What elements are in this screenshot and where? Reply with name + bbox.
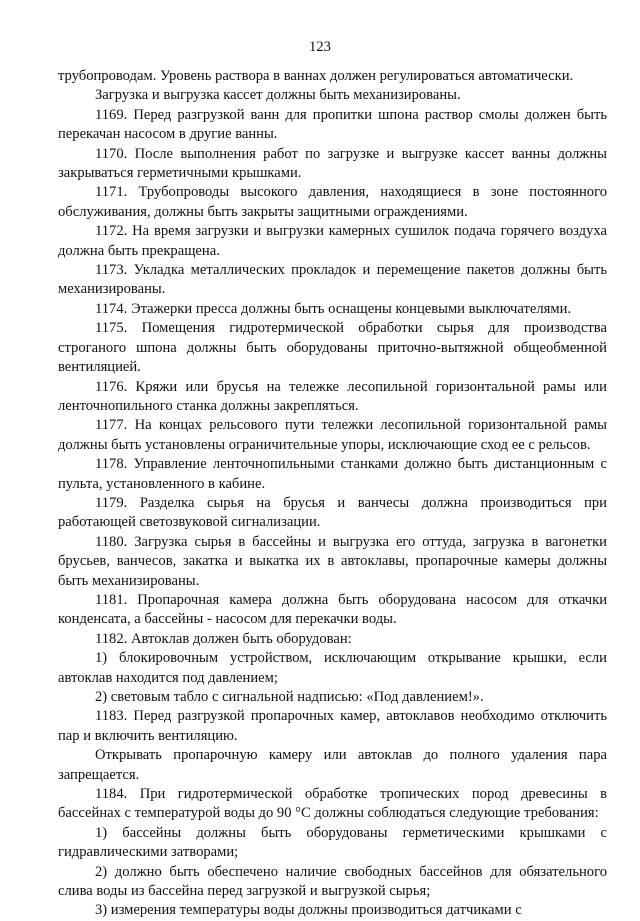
paragraph-1170: 1170. После выполнения работ по загрузке и выгрузке кассет ванны должны закрываться герметичными крышками. [58, 145, 607, 182]
paragraph-1178: 1178. Управление ленточнопильными станками должно быть дистанционным с пульта, установленного в кабине. [58, 456, 607, 492]
list-item-1182-2: 2) световым табло с сигнальной надписью: «Под давлением!». [95, 689, 484, 705]
paragraph-1183: 1183. Перед разгрузкой пропарочных камер, автоклавов необходимо отключить пар и включить вентиляцию. [58, 708, 607, 744]
paragraph-1172: 1172. На время загрузки и выгрузки камерных сушилок подача горячего воздуха должна быть прекращена. [58, 223, 607, 259]
paragraph-1169: 1169. Перед разгрузкой ванн для пропитки шпона раствор смолы должен быть перекачан насосом в другие ванны. [58, 106, 607, 143]
paragraph-1181: 1181. Пропарочная камера должна быть оборудована насосом для откачки конденсата, а бассейны - насосом для перекачки воды. [58, 591, 607, 628]
paragraph-1179: 1179. Разделка сырья на брусья и ванчесы должна производиться при работающей светозвуковой сигнализации. [58, 494, 607, 531]
paragraph-continuation: трубопроводам. Уровень раствора в ваннах должен регулироваться автоматически. [58, 68, 574, 84]
paragraph-1182: 1182. Автоклав должен быть оборудован: [95, 630, 352, 647]
paragraph-1175: 1175. Помещения гидротермической обработки сырья для производства строганого шпона должны быть оборудованы приточно-вытяжной общеобменной вентиляцией. [58, 320, 607, 376]
paragraph-1171: 1171. Трубопроводы высокого давления, находящиеся в зоне постоянного обслуживания, должны быть закрыты защитными ограждениями. [58, 184, 607, 220]
paragraph-1173: 1173. Укладка металлических прокладок и перемещение пакетов должны быть механизированы. [58, 262, 607, 298]
paragraph-cassettes-loading: Загрузка и выгрузка кассет должны быть механизированы. [95, 87, 461, 104]
paragraph-1176: 1176. Кряжи или брусья на тележке лесопильной горизонтальной рамы или ленточнопильного станка должны закрепляться. [58, 378, 607, 414]
list-item-1184-3: 3) измерения температуры воды должны производиться датчиками с [95, 902, 522, 919]
document-body [58, 67, 607, 921]
paragraph-1177: 1177. На концах рельсового пути тележки лесопильной горизонтальной рамы должны быть установлены ограничительные упоры, исключающие сход ее с рельсов. [58, 417, 607, 453]
paragraph-1180: 1180. Загрузка сырья в бассейны и выгрузка его оттуда, загрузка в вагонетки брусьев, ванчесов, закатка и выкатка их в автоклавы, пропарочные камеры должны быть механизированы. [58, 533, 607, 589]
paragraph-1174: 1174. Этажерки пресса должны быть оснащены концевыми выключателями. [95, 300, 572, 317]
page-number: 123 [309, 39, 331, 55]
list-item-1182-1: 1) блокировочным устройством, исключающим открывание крышки, если автоклав находится под давлением; [58, 650, 607, 686]
paragraph-1184: 1184. При гидротермической обработке тропических пород древесины в бассейнах с температурой воды до 90 °С должны соблюдаться следующие требования: [58, 786, 607, 822]
list-item-1184-1: 1) бассейны должны быть оборудованы герметическими крышками с гидравлическими затворами; [58, 824, 607, 861]
list-item-1184-2: 2) должно быть обеспечено наличие свободных бассейнов для обязательного слива воды из бассейна перед загрузкой и выгрузкой сырья; [58, 863, 607, 900]
paragraph-1183-prohibition: Открывать пропарочную камеру или автоклав до полного удаления пара запрещается. [58, 747, 607, 783]
